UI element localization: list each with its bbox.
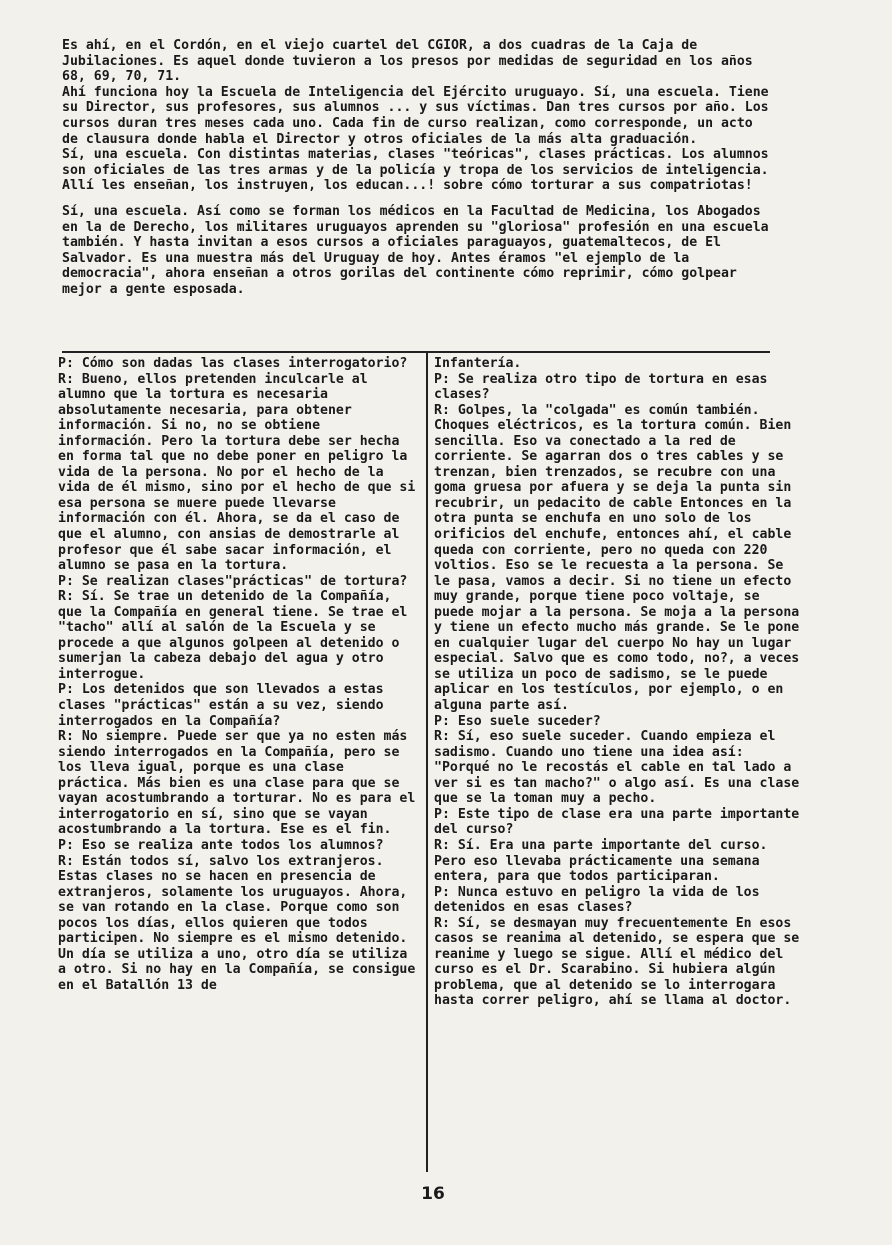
page-number: 16: [421, 1184, 445, 1204]
intro-paragraph-2: Ahí funciona hoy la Escuela de Inteligencia del Ejército uruguayo. Sí, una escuela. Tiene su Director, sus profesores, sus alumnos ... y sus víctimas. Dan tres cursos por año. Los cursos duran tres meses cada uno. Cada fin de curso realizan, como corresponde, un acto de clausura donde habla el Director y otros oficiales de la más alta graduación.: [62, 84, 769, 147]
interview-paragraph: P: Eso se realiza ante todos los alumnos?: [58, 837, 384, 853]
column-divider: [426, 352, 428, 1172]
intro-text: [62, 38, 772, 298]
intro-paragraph-4: Sí, una escuela. Así como se forman los médicos en la Facultad de Medicina, los Abogados en la de Derecho, los militares uruguayos aprenden su "gloriosa" profesión en una escuela también. Y hasta invitan a esos cursos a oficiales paraguayos, guatemaltecos, de El Salvador. Es una muestra más del Uruguay de hoy. Antes éramos "el ejemplo de la democracia", ahora enseñan a otros gorilas del continente cómo reprimir, cómo golpear mejor a gente esposada.: [62, 203, 769, 297]
interview-paragraph: R: Golpes, la "colgada" es común también. Choques eléctricos, es la tortura común. Bien sencilla. Eso va conectado a la red de corriente. Se agarran dos o tres cables y se trenzan, bien trenzados, se recubre con una goma gruesa por afuera y se deja la punta sin recubrir, un pedacito de cable Entonces en la otra punta se enchufa en uno solo de los orificios del enchufe, entonces ahí, el cable queda con corriente, pero no queda con 220 voltios. Eso se le recuesta a la persona. Se le pasa, vamos a decir. Si no tiene un efecto muy grande, porque tiene poco voltaje, se puede mojar a la persona. Se moja a la persona y tiene un efecto mucho más grande. Se le pone en cualquier lugar del cuerpo No hay un lugar especial. Salvo que es como todo, no?, a veces se utiliza un poco de sadismo, se le puede aplicar en los testículos, por ejemplo, o en alguna parte así.: [434, 402, 800, 714]
interview-paragraph: R: Sí, eso suele suceder. Cuando empieza el sadismo. Cuando uno tiene una idea así: "Porqué no le recostás el cable en tal lado a ver si es tan macho?" o algo así. Es una clase que se la toman muy a pecho.: [434, 729, 800, 807]
intro-paragraph-1: Es ahí, en el Cordón, en el viejo cuartel del CGIOR, a dos cuadras de la Caja de Jubilaciones. Es aquel donde tuvieron a los presos por medidas de seguridad en los años 68, 69, 70, 71.: [62, 38, 753, 85]
right-column: [434, 356, 800, 1009]
interview-paragraph: P: Cómo son dadas las clases interrogatorio?: [58, 356, 408, 371]
horizontal-divider: [62, 351, 770, 353]
interview-paragraph: Infantería.: [434, 356, 522, 371]
interview-paragraph: R: No siempre. Puede ser que ya no esten más siendo interrogados en la Compañía, pero se los lleva igual, porque es una clase práctica. Más bien es una clase para que se vayan acostumbrando a torturar. No es para el interrogatorio en sí, sino que se vayan acostumbrando a la tortura. Ese es el fin.: [58, 729, 416, 838]
intro-paragraph-3: Sí, una escuela. Con distintas materias, clases "teóricas", clases prácticas. Los alumnos son oficiales de las tres armas y de la policía y tropa de los servicios de inteligencia. Allí les enseñan, los instruyen, los educan...! sobre cómo torturar a sus compatriotas!: [62, 147, 769, 194]
interview-paragraph: P: Se realizan clases"prácticas" de tortura?: [58, 573, 408, 589]
interview-paragraph: R: Sí, se desmayan muy frecuentemente En esos casos se reanima al detenido, se espera que se reanime y luego se sigue. Allí el médico del curso es el Dr. Scarabino. Si hubiera algún problema, que al detenido se lo interrogara hasta correr peligro, ahí se llama al doctor.: [434, 915, 800, 1009]
interview-paragraph: P: Se realiza otro tipo de tortura en esas clases?: [434, 371, 768, 403]
interview-paragraph: P: Este tipo de clase era una parte importante del curso?: [434, 806, 800, 838]
interview-paragraph: R: Bueno, ellos pretenden inculcarle al alumno que la tortura es necesaria absolutamente necesaria, para obtener información. Si no, no se obtiene información. Pero la tortura debe ser hecha en forma tal que no debe poner en peligro la vida de la persona. No por el hecho de la vida de él mismo, sino por el hecho de que si esa persona se muere puede llevarse información con él. Ahora, se da el caso de que el alumno, con ansias de demostrarle al profesor que él sabe sacar información, el alumno se pasa en la tortura.: [58, 371, 416, 574]
interview-paragraph: P: Los detenidos que son llevados a estas clases "prácticas" están a su vez, siendo interrogados en la Compañía?: [58, 682, 384, 729]
interview-paragraph: R: Están todos sí, salvo los extranjeros. Estas clases no se hacen en presencia de extranjeros, solamente los uruguayos. Ahora, se van rotando en la clase. Porque como son pocos los días, ellos quieren que todos participen. No siempre es el mismo detenido. Un día se utiliza a uno, otro día se utiliza a otro. Si no hay en la Compañía, se consigue en el Batallón 13 de: [58, 853, 416, 993]
interview-paragraph: P: Eso suele suceder?: [434, 713, 601, 729]
left-column: [58, 356, 420, 993]
interview-paragraph: P: Nunca estuvo en peligro la vida de los detenidos en esas clases?: [434, 884, 760, 916]
interview-paragraph: R: Sí. Se trae un detenido de la Compañía, que la Compañía en general tiene. Se trae el "tacho" allí al salón de la Escuela y se procede a que algunos golpeen al detenido o sumerjan la cabeza debajo del agua y otro interrogue.: [58, 589, 408, 682]
interview-paragraph: R: Sí. Era una parte importante del curso. Pero eso llevaba prácticamente una semana entera, para que todos participaran.: [434, 837, 768, 885]
